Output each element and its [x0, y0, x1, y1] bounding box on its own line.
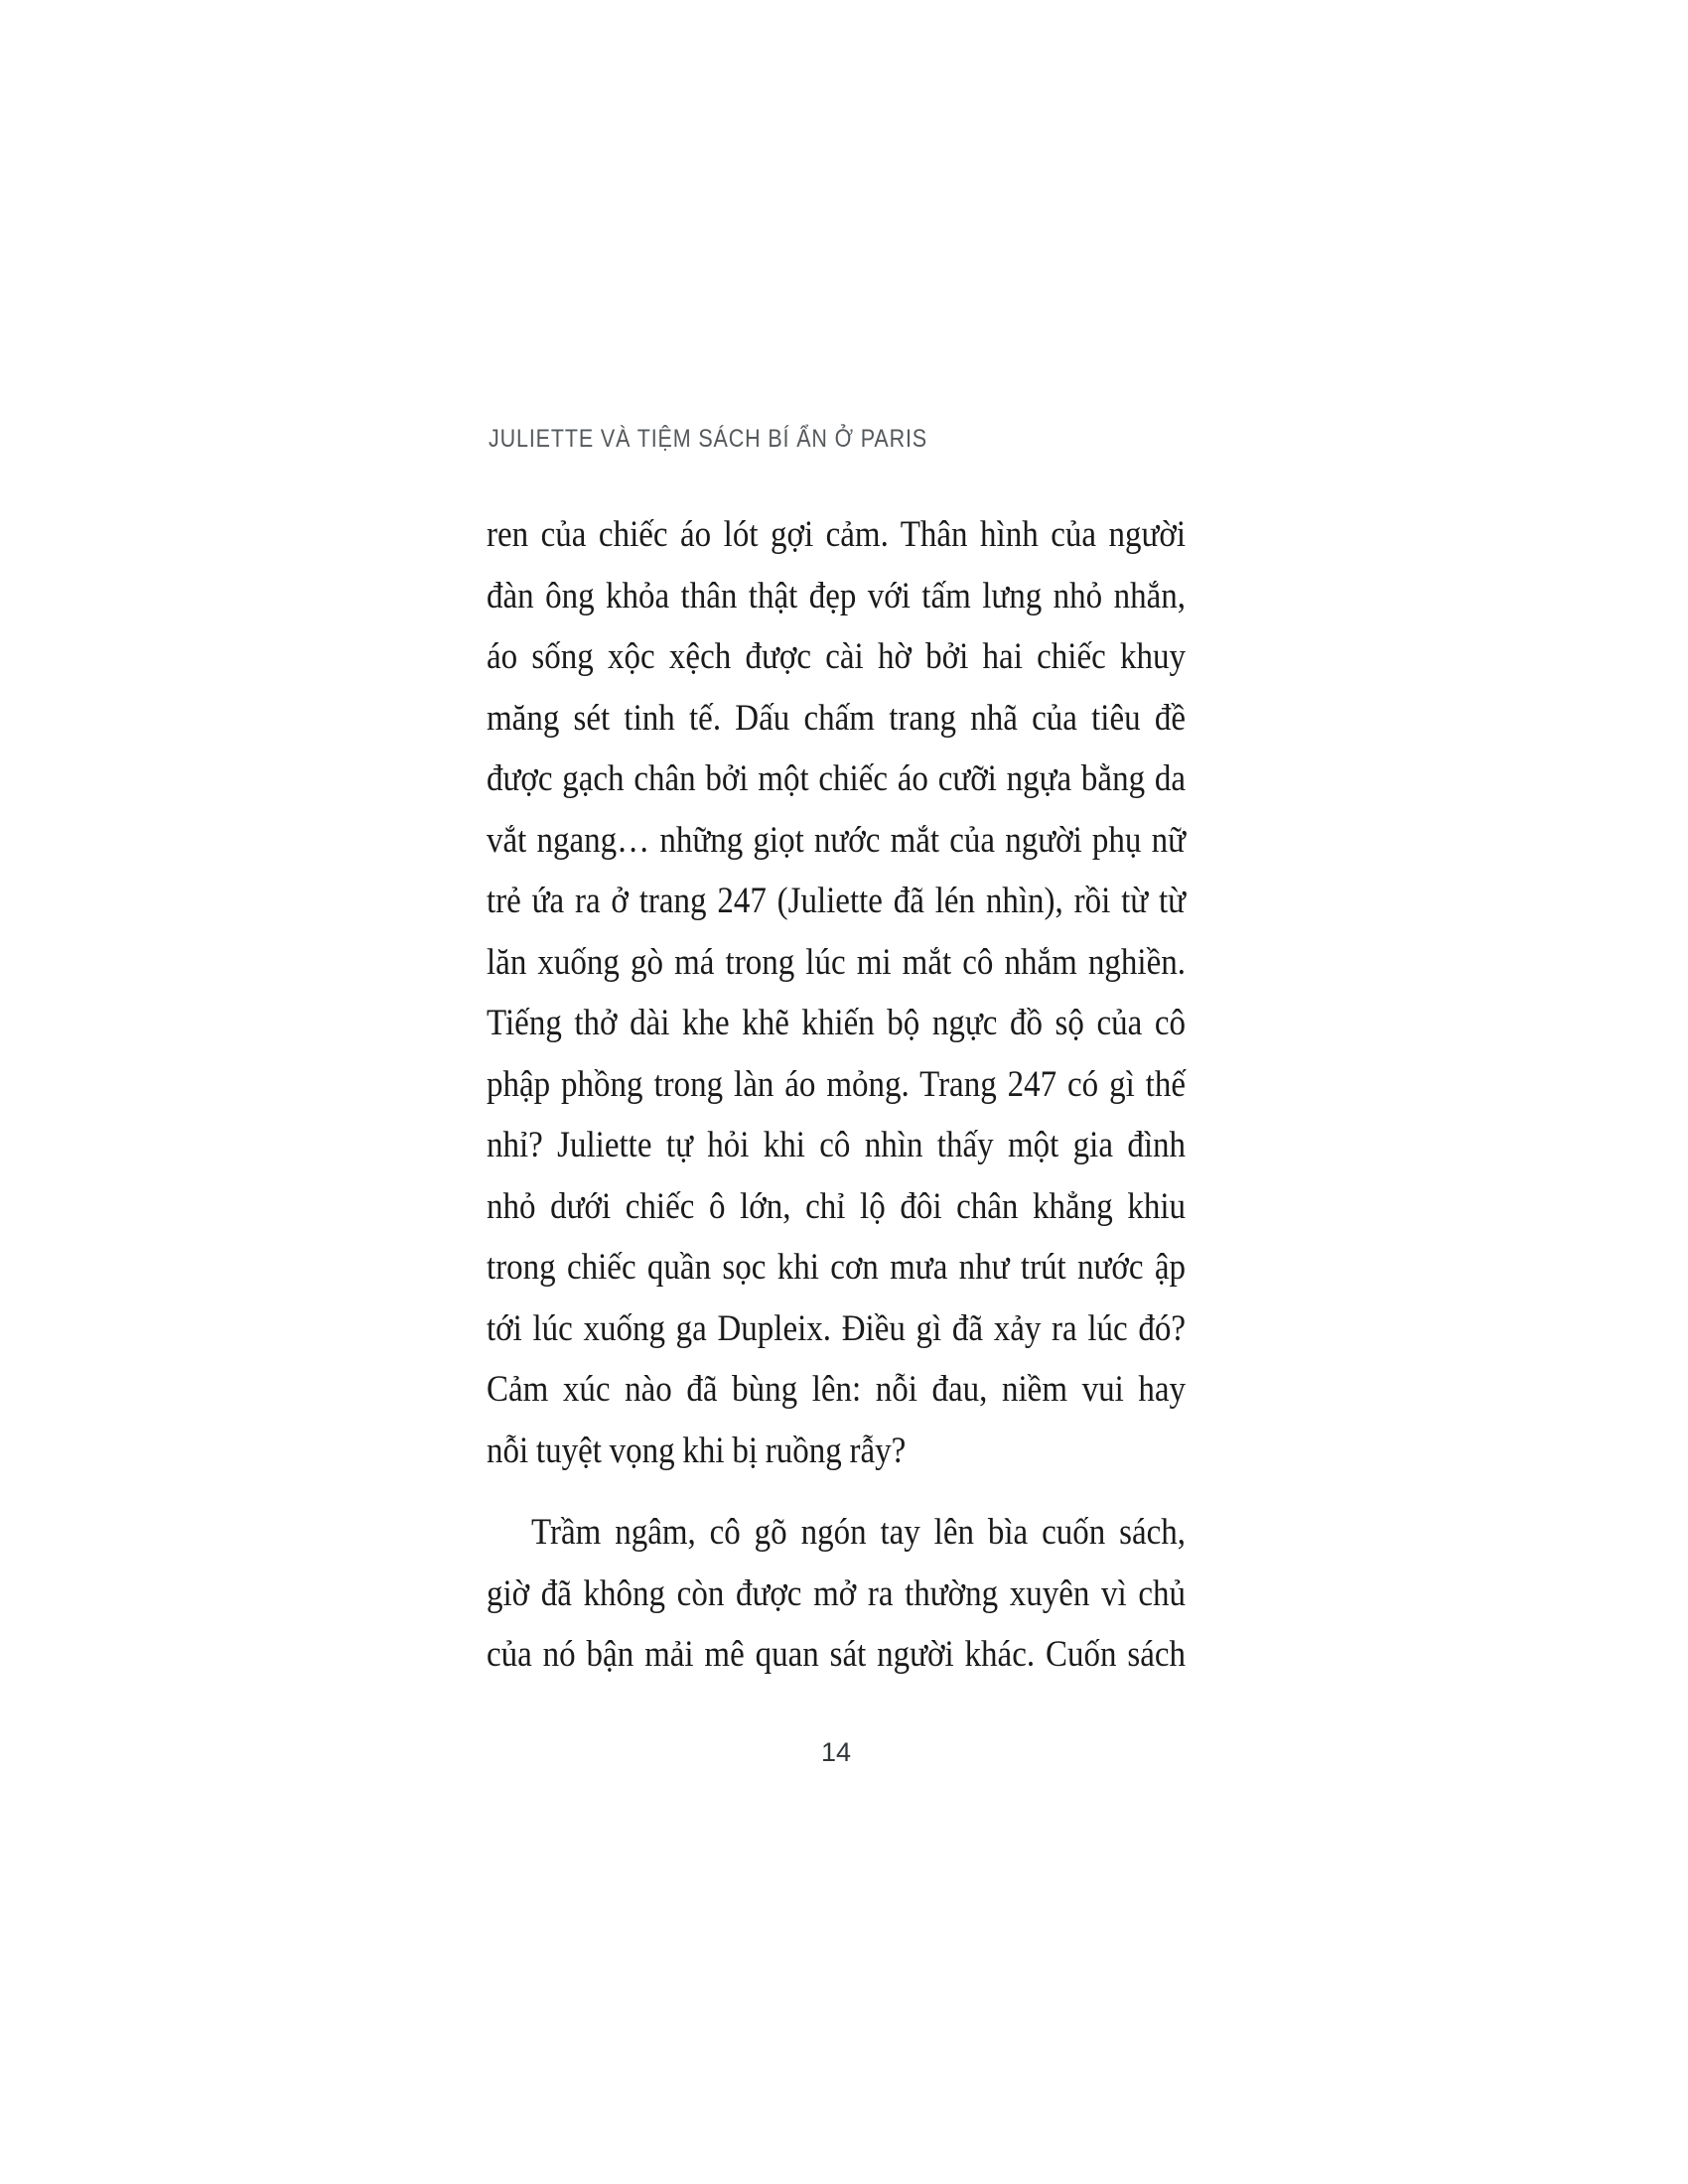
paragraph: [487, 505, 1186, 1482]
page-number: 14: [820, 1737, 852, 1767]
text-line: Cảm xúc nào đã bùng lên: nỗi đau, niềm vui hay: [487, 1369, 1186, 1411]
text-line: măng sét tinh tế. Dấu chấm trang nhã của tiêu đề: [487, 698, 1186, 739]
text-line: phập phồng trong làn áo mỏng. Trang 247 có gì thế: [487, 1064, 1186, 1105]
text-line: lăn xuống gò má trong lúc mi mắt cô nhắm nghiền.: [487, 942, 1186, 983]
text-line: đàn ông khỏa thân thật đẹp với tấm lưng nhỏ nhắn,: [487, 576, 1186, 616]
text-line: ren của chiếc áo lót gợi cảm. Thân hình của người: [487, 514, 1186, 556]
text-line: giờ đã không còn được mở ra thường xuyên vì chủ: [487, 1573, 1186, 1614]
text-line: nỗi tuyệt vọng khi bị ruồng rẫy?: [487, 1431, 907, 1471]
text-line: của nó bận mải mê quan sát người khác. Cuốn sách: [487, 1634, 1186, 1676]
text-line: trẻ ứa ra ở trang 247 (Juliette đã lén nhìn), rồi từ từ: [487, 881, 1186, 922]
text-line: vắt ngang… những giọt nước mắt của người phụ nữ: [487, 820, 1186, 861]
text-line: Tiếng thở dài khe khẽ khiến bộ ngực đồ sộ của cô: [487, 1003, 1186, 1044]
text-line: trong chiếc quần sọc khi cơn mưa như trút nước ập: [487, 1247, 1186, 1289]
text-line: nhỉ? Juliette tự hỏi khi cô nhìn thấy một gia đình: [487, 1125, 1186, 1166]
text-line: được gạch chân bởi một chiếc áo cưỡi ngựa bằng da: [487, 758, 1186, 800]
body-text: [487, 505, 1186, 1687]
paragraph: [487, 1503, 1186, 1687]
running-head: JULIETTE VÀ TIỆM SÁCH BÍ ẨN Ở PARIS: [489, 425, 927, 453]
text-line: Trầm ngâm, cô gõ ngón tay lên bìa cuốn sách,: [531, 1512, 1186, 1554]
text-line: tới lúc xuống ga Dupleix. Điều gì đã xảy ra lúc đó?: [487, 1308, 1186, 1349]
text-line: nhỏ dưới chiếc ô lớn, chỉ lộ đôi chân khẳng khiu: [487, 1186, 1186, 1227]
text-line: áo sống xộc xệch được cài hờ bởi hai chiếc khuy: [487, 636, 1186, 678]
